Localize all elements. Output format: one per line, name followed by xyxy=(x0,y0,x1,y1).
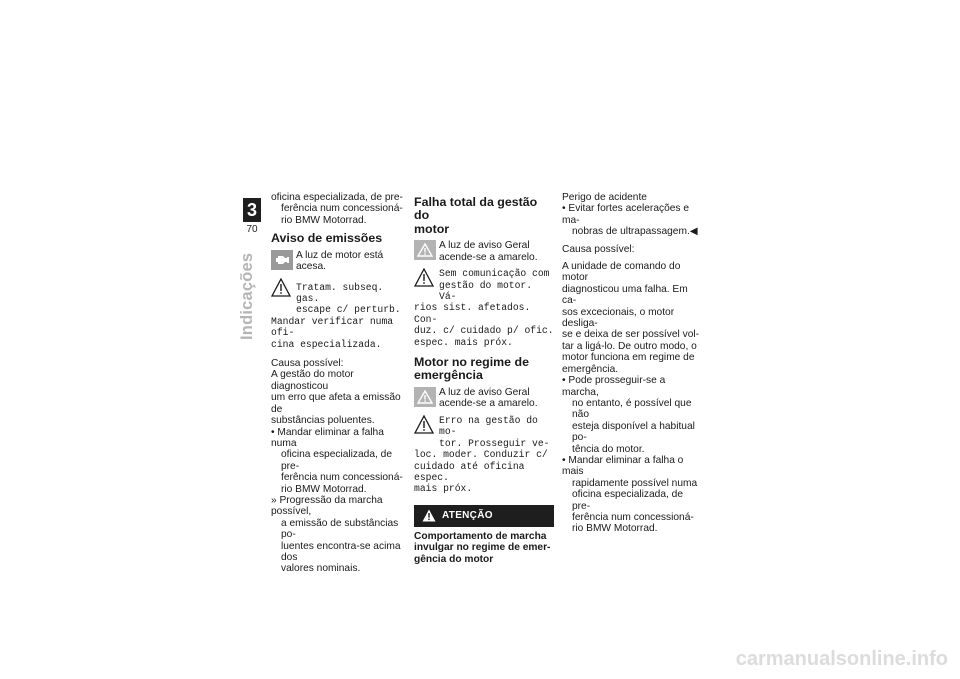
lamp-text: A luz de aviso Geral xyxy=(439,240,530,252)
cause-line: tar a ligá-lo. De outro modo, o xyxy=(562,340,697,352)
chapter-number: 3 xyxy=(243,198,261,222)
bullet-line: • Mandar eliminar a falha o mais xyxy=(562,454,684,478)
bullet-line: nobras de ultrapassagem.◀ xyxy=(572,226,698,238)
cause-label: Causa possível: xyxy=(562,243,635,255)
section-heading-total-failure xyxy=(414,196,554,236)
attention-banner xyxy=(414,505,554,527)
display-line: cuidado até oficina espec. xyxy=(414,460,525,483)
lamp-text: A luz de motor está acesa. xyxy=(296,249,384,273)
column-2 xyxy=(414,192,554,565)
display-line: gestão do motor. Vá- xyxy=(439,279,533,303)
section-heading-emergency-mode xyxy=(414,356,554,383)
cause-line: um erro que afeta a emissão de xyxy=(271,392,401,415)
attention-label: ATENÇÃO xyxy=(442,510,493,522)
display-line: duz. c/ cuidado p/ ofic. xyxy=(414,325,554,337)
display-line: tor. Prosseguir ve- xyxy=(439,437,550,449)
bullet-line: no entanto, é possível que não xyxy=(572,397,692,421)
bullet-line: oficina especializada, de pre- xyxy=(281,449,393,472)
heading-line: Falha total da gestão do xyxy=(414,195,538,223)
display-line: Sem comunicação com xyxy=(439,268,550,280)
page-number: 70 xyxy=(246,224,258,235)
result-line: » Progressão da marcha possível, xyxy=(271,494,383,518)
display-line: rios sist. afetados. Con- xyxy=(414,302,531,325)
cause-line: emergência. xyxy=(562,363,619,375)
warning-triangle-icon xyxy=(422,509,436,522)
bullet-line: tência do motor. xyxy=(572,443,645,455)
display-line: mais próx. xyxy=(414,483,473,495)
lamp-row xyxy=(414,387,554,411)
result-line: valores nominais. xyxy=(281,563,361,575)
cause-line: motor funciona em regime de xyxy=(562,352,695,364)
bullet-line: • Mandar eliminar a falha numa xyxy=(271,426,384,449)
result-line: a emissão de substâncias po- xyxy=(281,517,399,541)
lamp-text: acende-se a amarelo. xyxy=(439,251,538,263)
cause-line: se e deixa de ser possível vol- xyxy=(562,329,700,341)
engine-lamp-icon xyxy=(271,250,293,270)
warning-title-line: Comportamento de marcha xyxy=(414,530,547,542)
section-heading-emissions: Aviso de emissões xyxy=(271,231,383,246)
general-warning-lamp-icon xyxy=(414,240,436,260)
display-line: Tratam. subseq. gas. xyxy=(296,281,384,305)
display-line: loc. moder. Conduzir c/ xyxy=(414,449,548,461)
display-message xyxy=(414,268,554,348)
display-message xyxy=(414,415,554,495)
danger-label: Perigo de acidente xyxy=(562,192,647,203)
chapter-sidebar xyxy=(243,198,261,237)
lamp-row xyxy=(414,240,554,264)
bullet-line: rio BMW Motorrad. xyxy=(281,483,367,495)
lamp-text: acende-se a amarelo. xyxy=(439,398,538,410)
cause-label: Causa possível: xyxy=(271,358,344,370)
display-line: Erro na gestão do mo- xyxy=(439,414,538,438)
lamp-text: A luz de aviso Geral xyxy=(439,386,530,398)
cause-line: sos excecionais, o motor desliga- xyxy=(562,306,675,330)
column-3 xyxy=(562,192,702,535)
display-line: cina especializada. xyxy=(271,338,382,350)
cause-line: A gestão do motor diagnosticou xyxy=(271,369,354,392)
cause-line: diagnosticou uma falha. Em ca- xyxy=(562,283,688,307)
cause-line: substâncias poluentes. xyxy=(271,415,375,427)
bullet-line: oficina especializada, de pre- xyxy=(572,489,684,512)
watermark: carmanualsonline.info xyxy=(735,648,948,670)
display-line: Mandar verificar numa ofi- xyxy=(271,315,394,339)
heading-line: emergência xyxy=(414,368,483,383)
warning-title-line: gência do motor xyxy=(414,553,494,565)
display-message xyxy=(271,278,411,350)
lamp-row xyxy=(271,250,411,274)
heading-line: Motor no regime de xyxy=(414,355,529,370)
bullet-line: rapidamente possível numa xyxy=(572,477,698,489)
warning-triangle-icon xyxy=(414,415,434,434)
bullet-line: • Evitar fortes acelerações e ma- xyxy=(562,203,690,226)
bullet-line: rio BMW Motorrad. xyxy=(572,523,658,535)
bullet-line: ferência num concessioná- xyxy=(572,511,694,523)
warning-triangle-icon xyxy=(414,268,434,287)
display-line: espec. mais próx. xyxy=(414,336,513,348)
warning-triangle-icon xyxy=(271,278,291,297)
bullet-line: ferência num concessioná- xyxy=(281,472,403,484)
general-warning-lamp-icon xyxy=(414,387,436,407)
intro-line: oficina especializada, de pre- xyxy=(271,192,403,203)
column-1 xyxy=(271,192,411,575)
warning-title-line: invulgar no regime de emer- xyxy=(414,542,551,554)
bullet-line: esteja disponível a habitual po- xyxy=(572,420,695,444)
heading-line: motor xyxy=(414,221,450,236)
intro-line: ferência num concessioná- xyxy=(281,203,403,215)
display-line: escape c/ perturb. xyxy=(296,304,401,316)
result-line: luentes encontra-se acima dos xyxy=(281,540,401,563)
chapter-title: Indicações xyxy=(238,252,256,340)
cause-line: A unidade de comando do motor xyxy=(562,261,681,284)
bullet-line: • Pode prosseguir-se a marcha, xyxy=(562,375,666,398)
intro-line: rio BMW Motorrad. xyxy=(281,214,367,226)
